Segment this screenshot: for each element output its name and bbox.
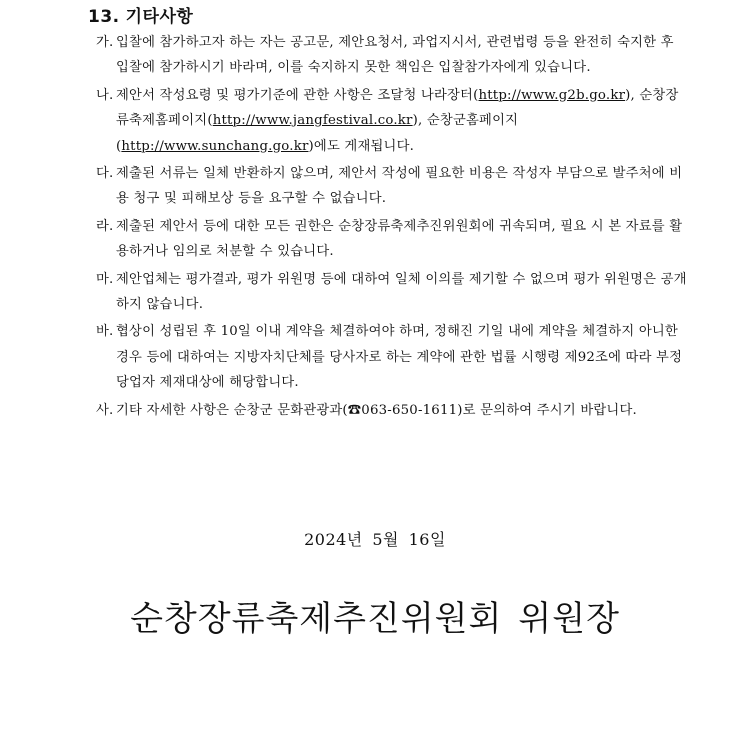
item-text: ), 순창장류축제홈페이지( xyxy=(116,87,679,129)
item-marker: 가. xyxy=(96,35,114,50)
item-text: 제안서 작성요령 및 평가기준에 관한 사항은 조달청 나라장터( xyxy=(116,87,479,103)
list-item xyxy=(96,398,690,423)
date-year: 2024년 xyxy=(304,530,363,549)
item-marker: 사. xyxy=(96,402,114,418)
list-item xyxy=(96,83,690,159)
jangfestival-link[interactable]: http://www.jangfestival.co.kr xyxy=(212,113,413,129)
item-marker: 마. xyxy=(96,271,114,287)
g2b-link[interactable]: http://www.g2b.go.kr xyxy=(478,87,626,103)
item-marker: 다. xyxy=(96,166,114,182)
date-month: 5월 xyxy=(372,530,399,549)
list-item xyxy=(96,161,690,212)
signer-org: 순창장류축제추진위원회 xyxy=(130,599,503,639)
list-item xyxy=(96,319,690,395)
list-item xyxy=(96,30,690,81)
list-item xyxy=(96,267,690,318)
sunchang-link[interactable]: http://www.sunchang.go.kr xyxy=(121,138,309,154)
document-date xyxy=(0,527,750,550)
item-text: ), 순창군홈페이지( xyxy=(116,113,519,154)
item-text: 기타 자세한 사항은 순창군 문화관광과(☎063-650-1611)로 문의하여 주시기 바랍니다. xyxy=(116,402,637,418)
item-marker: 나. xyxy=(96,87,114,103)
item-text: 입찰에 참가하고자 하는 자는 공고문, 제안요청서, 과업지시서, 관련법령 등을 완전히 숙지한 후 입찰에 참가하시기 바라며, 이를 숙지하지 못한 책임은 입찰참가자에게 있습니다. xyxy=(116,35,674,76)
signer-line xyxy=(0,591,750,640)
section-title: 기타사항 xyxy=(125,7,194,27)
item-marker: 바. xyxy=(96,324,114,340)
item-text: 제출된 제안서 등에 대한 모든 권한은 순창장류축제추진위원회에 귀속되며, 필요 시 본 자료를 활용하거나 임의로 처분할 수 있습니다. xyxy=(116,218,683,260)
list-item xyxy=(96,214,690,265)
section-number: 13. xyxy=(88,7,120,27)
item-text: 제안업체는 평가결과, 평가 위원명 등에 대하여 일체 이의를 제기할 수 없으며 평가 위원명은 공개하지 않습니다. xyxy=(116,271,687,313)
date-day: 16일 xyxy=(408,530,446,549)
item-text: )에도 게재됩니다. xyxy=(308,138,415,154)
section-heading xyxy=(88,2,199,27)
item-text: 협상이 성립된 후 10일 이내 계약을 체결하여야 하며, 정해진 기일 내에 계약을 체결하지 아니한 경우 등에 대하여는 지방자치단체를 당사자로 하는 계약에 관한 법률 시행령 제92조에 따라 부정당업자 제재대상에 해당합니다. xyxy=(116,324,683,391)
signer-title: 위원장 xyxy=(518,599,620,639)
item-text: 제출된 서류는 일체 반환하지 않으며, 제안서 작성에 필요한 비용은 작성자 부담으로 발주처에 비용 청구 및 피해보상 등을 요구할 수 없습니다. xyxy=(116,166,683,207)
item-marker: 라. xyxy=(96,218,114,234)
notice-list xyxy=(96,30,690,425)
